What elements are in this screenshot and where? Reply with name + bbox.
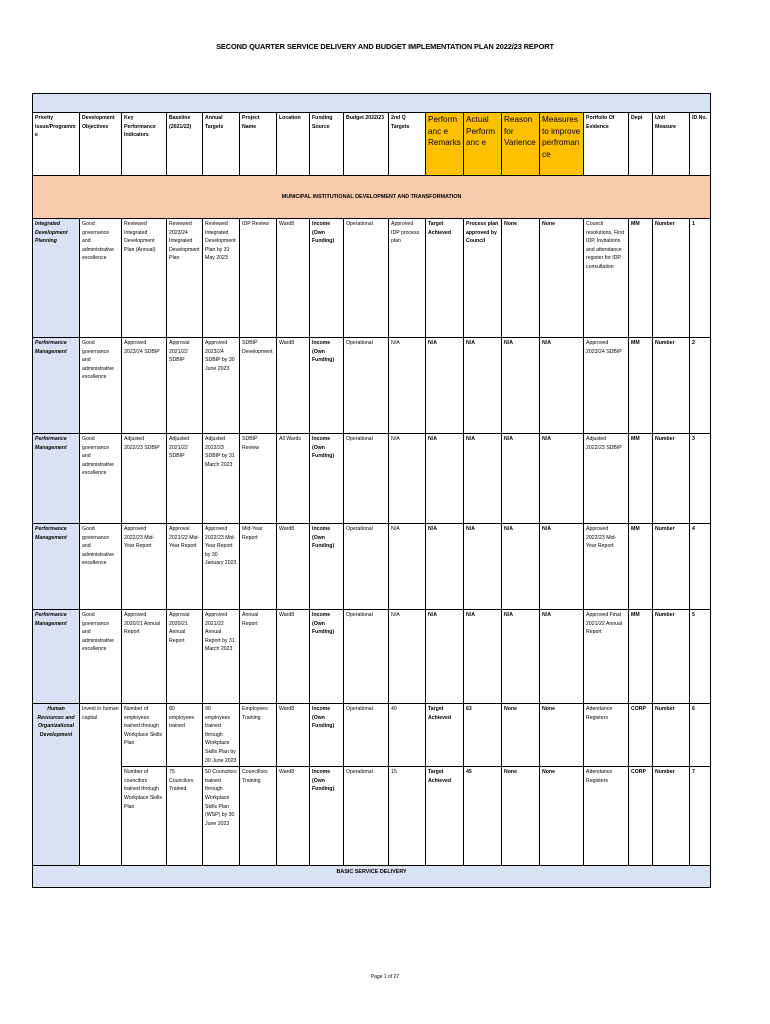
project-cell: SDBIP Review	[240, 434, 277, 524]
budget-cell: Operational	[344, 610, 389, 704]
actual-cell: 45	[464, 767, 502, 866]
location-cell: Ward8	[277, 338, 310, 434]
id-cell: 4	[690, 524, 711, 610]
kpi-cell: Number of councilors trained through Workplace Skills Plan	[122, 767, 167, 866]
q2-target-cell: N/A	[389, 434, 426, 524]
header-q2-targets: 2nd Q Targets	[389, 113, 426, 176]
measures-cell: None	[540, 219, 584, 338]
id-cell: 1	[690, 219, 711, 338]
remarks-cell: N/A	[426, 524, 464, 610]
priority-cell: Integrated Development Planning	[33, 219, 80, 338]
location-cell: Ward8	[277, 524, 310, 610]
actual-cell: Process plan approved by Council	[464, 219, 502, 338]
location-cell: Ward8	[277, 767, 310, 866]
section-row-mid	[33, 176, 711, 219]
evidence-cell: Approved 2023/24 SDBIP	[584, 338, 629, 434]
funding-cell: Income (Own Funding)	[310, 524, 344, 610]
reason-cell: N/A	[502, 610, 540, 704]
baseline-cell: Approval 2020/21 Annual Report	[167, 610, 203, 704]
budget-cell: Operational	[344, 338, 389, 434]
measures-cell: N/A	[540, 524, 584, 610]
priority-cell: Performance Management	[33, 338, 80, 434]
header-unit-measure: Unit Measure	[653, 113, 690, 176]
section-title: BASIC SERVICE DELIVERY	[33, 866, 711, 888]
project-cell: Councillors Training	[240, 767, 277, 866]
remarks-cell: Target Achieved	[426, 219, 464, 338]
project-cell: IDP Review	[240, 219, 277, 338]
budget-cell: Operational	[344, 767, 389, 866]
project-cell: Annual Report	[240, 610, 277, 704]
table-row	[33, 524, 711, 610]
evidence-cell: Approved Final 2021/22 Annual Report	[584, 610, 629, 704]
q2-target-cell: 40	[389, 704, 426, 767]
remarks-cell: N/A	[426, 610, 464, 704]
section-title: MUNICIPAL INSTITUTIONAL DEVELOPMENT AND TRANSFORMATION	[33, 176, 711, 219]
q2-target-cell: Approved IDP process plan	[389, 219, 426, 338]
remarks-cell: Target Achieved	[426, 767, 464, 866]
kpi-cell: Approved 2020/21 Annual Report	[122, 610, 167, 704]
kpi-cell: Number of employees trained through Workplace Skills Plan	[122, 704, 167, 767]
unit-cell: Number	[653, 338, 690, 434]
table-row	[33, 219, 711, 338]
priority-cell: Performance Management	[33, 434, 80, 524]
funding-cell: Income (Own Funding)	[310, 434, 344, 524]
unit-cell: Number	[653, 434, 690, 524]
section-row-bsd	[33, 866, 711, 888]
objective-cell: Good governance and administrative excellence	[80, 524, 122, 610]
evidence-cell: Attendance Registers	[584, 767, 629, 866]
objective-cell: Good governance and administrative excellence	[80, 434, 122, 524]
reason-cell: N/A	[502, 338, 540, 434]
kpi-cell: Approved 2023/24 SDBIP	[122, 338, 167, 434]
measures-cell: N/A	[540, 338, 584, 434]
actual-cell: N/A	[464, 610, 502, 704]
reason-cell: None	[502, 219, 540, 338]
q2-target-cell: N/A	[389, 610, 426, 704]
id-cell: 6	[690, 704, 711, 767]
dept-cell: CORP	[629, 767, 653, 866]
priority-cell: Performance Management	[33, 610, 80, 704]
remarks-cell: N/A	[426, 338, 464, 434]
header-row	[33, 113, 711, 176]
header-performance-remarks: Performanc e Remarks	[426, 113, 464, 176]
header-funding-source: Funding Source	[310, 113, 344, 176]
id-cell: 3	[690, 434, 711, 524]
page-footer: Page 1 of 27	[370, 974, 400, 980]
priority-cell: Human Resources and Organizational Development	[33, 704, 80, 866]
actual-cell: N/A	[464, 524, 502, 610]
project-cell: Employees Training	[240, 704, 277, 767]
measures-cell: None	[540, 704, 584, 767]
q2-target-cell: N/A	[389, 524, 426, 610]
dept-cell: MM	[629, 338, 653, 434]
unit-cell: Number	[653, 767, 690, 866]
project-cell: SDBIP Development	[240, 338, 277, 434]
unit-cell: Number	[653, 524, 690, 610]
baseline-cell: 80 employees trained	[167, 704, 203, 767]
header-baseline: Baseline (2021/22)	[167, 113, 203, 176]
kpi-cell: Approved 2022/23 Mid-Year Report	[122, 524, 167, 610]
header-reason-variance: Reason for Varience	[502, 113, 540, 176]
id-cell: 7	[690, 767, 711, 866]
header-annual-targets: Annual Targets	[203, 113, 240, 176]
header-id-no: ID No.	[690, 113, 711, 176]
measures-cell: N/A	[540, 434, 584, 524]
location-cell: Ward8	[277, 219, 310, 338]
measures-cell: N/A	[540, 610, 584, 704]
dept-cell: CORP	[629, 704, 653, 767]
budget-cell: Operational	[344, 524, 389, 610]
table-row	[33, 434, 711, 524]
annual-target-cell: Reviewed Integrated Development Plan by 31 May 2023	[203, 219, 240, 338]
annual-target-cell: 90 employees trained through Workplace Skills Plan by 30 June 2023	[203, 704, 240, 767]
id-cell: 5	[690, 610, 711, 704]
kpi-cell: Reviewed Integrated Development Plan (Annual)	[122, 219, 167, 338]
table-top-bar	[33, 94, 711, 113]
annual-target-cell: Adjusted 2022/23 SDBIP by 31 March 2023	[203, 434, 240, 524]
annual-target-cell: Approved 2021/22 Annual Report by 31 March 2023	[203, 610, 240, 704]
unit-cell: Number	[653, 704, 690, 767]
measures-cell: None	[540, 767, 584, 866]
header-dept: Dept	[629, 113, 653, 176]
kpi-cell: Adjusted 2022/23 SDBIP	[122, 434, 167, 524]
location-cell: All Wards	[277, 434, 310, 524]
q2-target-cell: N/A	[389, 338, 426, 434]
id-cell: 2	[690, 338, 711, 434]
evidence-cell: Attendance Registers	[584, 704, 629, 767]
header-objectives: Development Objectives	[80, 113, 122, 176]
header-measures: Measures to improve perfromance	[540, 113, 584, 176]
baseline-cell: 75 Councilors Trained	[167, 767, 203, 866]
baseline-cell: Reviewed 2023/24 Integrated Development Plan	[167, 219, 203, 338]
actual-cell: N/A	[464, 338, 502, 434]
header-evidence: Portfolio Of Evidence	[584, 113, 629, 176]
header-priority: Priority Issue/Programme	[33, 113, 80, 176]
actual-cell: N/A	[464, 434, 502, 524]
dept-cell: MM	[629, 610, 653, 704]
project-cell: Mid-Year Report	[240, 524, 277, 610]
remarks-cell: Target Achieved	[426, 704, 464, 767]
table-row	[33, 704, 711, 767]
priority-cell: Performance Management	[33, 524, 80, 610]
annual-target-cell: Approved 2023/24 SDBIP by 30 June 2023	[203, 338, 240, 434]
budget-cell: Operational	[344, 219, 389, 338]
dept-cell: MM	[629, 434, 653, 524]
funding-cell: Income (Own Funding)	[310, 219, 344, 338]
reason-cell: None	[502, 767, 540, 866]
table-row	[33, 338, 711, 434]
unit-cell: Number	[653, 219, 690, 338]
objective-cell: Good governance and administrative excellence	[80, 338, 122, 434]
reason-cell: N/A	[502, 524, 540, 610]
dept-cell: MM	[629, 219, 653, 338]
annual-target-cell: Approved 2022/23 Mid-Year Report by 30 January 2023	[203, 524, 240, 610]
header-location: Location	[277, 113, 310, 176]
baseline-cell: Adjusted 2021/22 SDBIP	[167, 434, 203, 524]
header-project-name: Project Name	[240, 113, 277, 176]
evidence-cell: Approved 2022/23 Mid-Year Report	[584, 524, 629, 610]
annual-target-cell: 50 Councilors trained through Workplace Skills Plan (WSP) by 30 June 2023	[203, 767, 240, 866]
funding-cell: Income (Own Funding)	[310, 610, 344, 704]
sdbip-table	[32, 93, 711, 888]
header-actual-performance: Actual Performanc e	[464, 113, 502, 176]
unit-cell: Number	[653, 610, 690, 704]
objective-cell: Good governance and administrative excellence	[80, 219, 122, 338]
funding-cell: Income (Own Funding)	[310, 767, 344, 866]
actual-cell: 63	[464, 704, 502, 767]
reason-cell: None	[502, 704, 540, 767]
location-cell: Ward8	[277, 610, 310, 704]
q2-target-cell: 15	[389, 767, 426, 866]
header-kpi: Key Performance Indicators	[122, 113, 167, 176]
evidence-cell: Council resolutions, First IDP, Invitations and attendance register for IDP consultation	[584, 219, 629, 338]
table-row	[33, 610, 711, 704]
budget-cell: Operational	[344, 434, 389, 524]
document-title: SECOND QUARTER SERVICE DELIVERY AND BUDGET IMPLEMENTATION PLAN 2022/23 REPORT	[216, 42, 554, 51]
objective-cell: Invest in human capital	[80, 704, 122, 866]
objective-cell: Good governance and administrative excellence	[80, 610, 122, 704]
reason-cell: N/A	[502, 434, 540, 524]
baseline-cell: Approval 2021/22 Mid-Year Report	[167, 524, 203, 610]
budget-cell: Operational	[344, 704, 389, 767]
remarks-cell: N/A	[426, 434, 464, 524]
funding-cell: Income (Own Funding)	[310, 338, 344, 434]
table-row	[33, 767, 711, 866]
location-cell: Ward8	[277, 704, 310, 767]
funding-cell: Income (Own Funding)	[310, 704, 344, 767]
baseline-cell: Approval 2021/22 SDBIP	[167, 338, 203, 434]
header-budget: Budget 2022/23	[344, 113, 389, 176]
evidence-cell: Adjusted 2022/23 SDBIP	[584, 434, 629, 524]
dept-cell: MM	[629, 524, 653, 610]
